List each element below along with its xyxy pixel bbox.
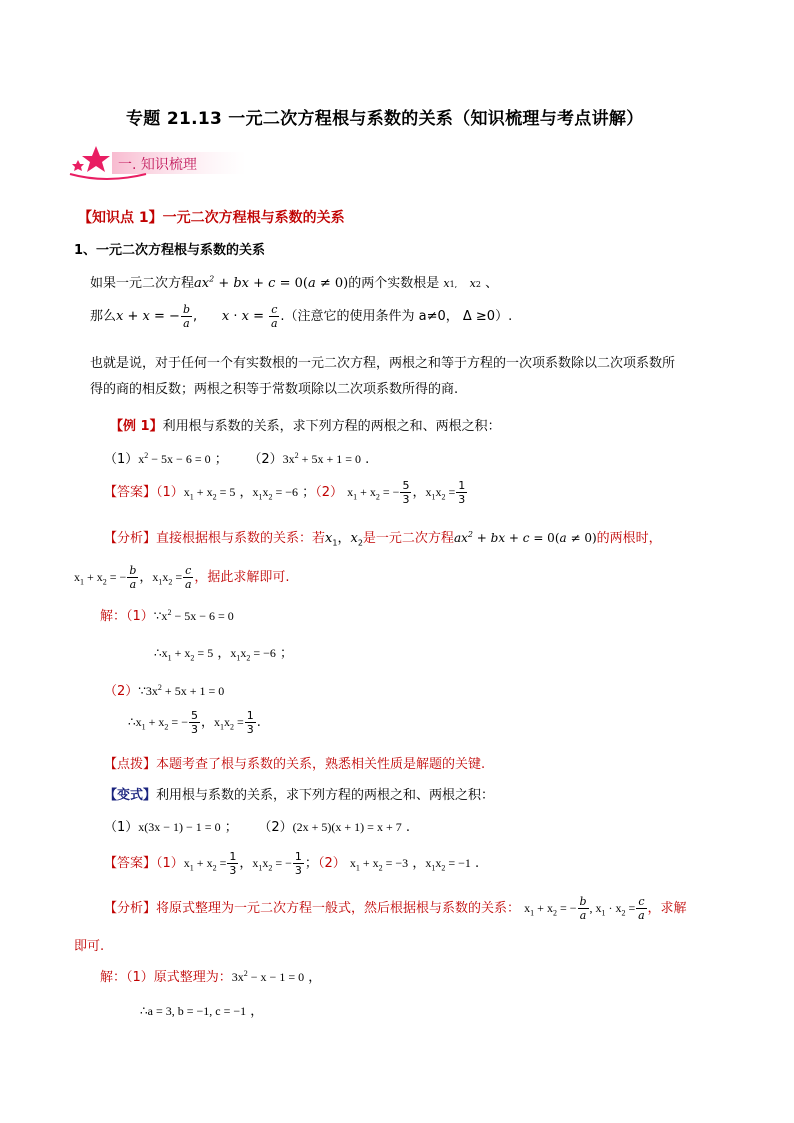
answer-tag-2: 【答案】 [104,856,157,871]
variant-prompt [104,784,494,803]
variant-questions: （1）x(3x − 1) − 1 = 0 ； （2）(2x + 5)(x + 1) = x + 7 . [104,820,410,835]
solution-label: 解： [100,609,127,624]
variant-tag: 【变式】 [104,788,157,803]
example-tag: 【例 1】 [110,419,163,434]
tip-line [104,753,485,772]
solution-1-step-1: 解：$(1)\because x^2 - 5x - 6 = 0$ [100,608,234,624]
analysis-tail: ，据此求解即可. [194,570,290,585]
example-1-prompt [110,415,501,434]
analysis-1-line: 【分析】直接根据根与系数的关系：若$x_1$，$x_2$是一元二次方程$ax^2$ + bx + c = 0(a ≠ 0)的两根时， [104,530,662,548]
analysis-text: 直接根据根与系数的关系：若 [156,531,326,546]
variant-answer: 【答案】$(1)x_1 + x_2$ = $\frac{1}{3}$ ，$x_1x_2$ = − $\frac{1}{3}$ ；（2） $x_1 + x_2 = -3$ ，$x_1x_2 = -1$ . [104,850,480,877]
q1-label: （1） [104,452,139,467]
example-1-questions: $(1)x^2 - 5x - 6 = 0$ ； $(2)3x^2 + 5x + 1 = 0$ . [104,451,370,467]
analysis-tag: 【分析】 [104,531,157,546]
solution-1-step-4: $\therefore x_1 + x_2$ = − $\frac{5}{3}$ ，$x_1x_2$ = $\frac{1}{3}$ . [128,709,261,736]
page-title: 专题 21.13 一元二次方程根与系数的关系（知识梳理与考点讲解） [126,109,644,129]
solution-1-step-2: $\therefore x_1 + x_2 = 5$ ，$x_1x_2 = -6$ ； [154,646,294,663]
analysis-text-3: 的两根时， [596,531,662,546]
q2-label: （2） [248,452,283,467]
definition-line-1: 如果一元二次方程$ax^2$ + bx + c = 0(a ≠ 0)的两个实数根是 x1, x2 、 [90,274,499,291]
solution-2-text: 解：（1）原式整理为： [100,970,232,985]
usage-note: .（注意它的使用条件为 a≠0， Δ ≥0）. [280,309,513,324]
tip-tag: 【点拨】 [104,757,157,772]
tip-text: 本题考查了根与系数的关系，熟悉相关性质是解题的关键. [156,757,486,772]
definition-text-3: 那么 [90,309,117,324]
definition-text-2: 的两个实数根是 [348,276,440,291]
analysis-1-formula: $x_1 + x_2$ = − $\frac{b}{a}$ ，$x_1x_2$ = $\frac{c}{a}$ ，据此求解即可. [74,564,290,591]
analysis-tag-2: 【分析】 [104,901,157,916]
sub-heading: 1、一元二次方程根与系数的关系 [74,243,266,258]
definition-line-2: 那么x + x = − $\frac{b}{a}$ , x · x = $\frac{c}{a}$ .（注意它的使用条件为 a≠0， Δ ≥0）. [90,303,513,330]
definition-text: 如果一元二次方程 [90,276,195,291]
analysis-2-text: 将原式整理为一元二次方程一般式，然后根据根与系数的关系： [156,901,521,916]
solution-2-step-2: ∴a = 3, b = −1, c = −1 ， [140,1004,264,1019]
example-text: 利用根与系数的关系，求下列方程的两根之和、两根之积： [162,419,501,434]
analysis-2-tail-line: 即可. [74,939,105,954]
solution-2-step-1: 解：（1）原式整理为：$3x^2 - x - 1 = 0$ ， [100,969,322,985]
analysis-2-line: 【分析】将原式整理为一元二次方程一般式，然后根据根与系数的关系： $x_1 + x_2$ = − $\frac{b}{a}$ , $x_1 \cdot x_2$ = $\frac{c}{a}$ ，求解 [104,895,687,922]
explanation-paragraph: 也就是说，对于任何一个有实数根的一元二次方程，两根之和等于方程的一次项系数除以二次项系数所 [90,356,676,371]
section-banner-label: 一. 知识梳理 [118,157,197,173]
knowledge-point-heading: 【知识点 1】一元二次方程根与系数的关系 [78,210,345,226]
solution-1-step-3: $(2)\because 3x^2 + 5x + 1 = 0$ [104,683,225,699]
answer-tag: 【答案】 [104,485,157,500]
analysis-text-2: 是一元二次方程 [362,531,454,546]
example-1-answer: 【答案】$(1)x_1 + x_2 = 5$ ，$x_1x_2 = -6$ ；（2） $x_1 + x_2$ = − $\frac{5}{3}$ ，$x_1x_2$ = $\frac{1}{3}$ [104,479,466,506]
variant-text: 利用根与系数的关系，求下列方程的两根之和、两根之积： [156,788,495,803]
explanation-paragraph-2: 得的商的相反数；两根之积等于常数项除以二次项系数所得的商. [90,382,459,397]
analysis-2-tail: ，求解 [647,901,687,916]
